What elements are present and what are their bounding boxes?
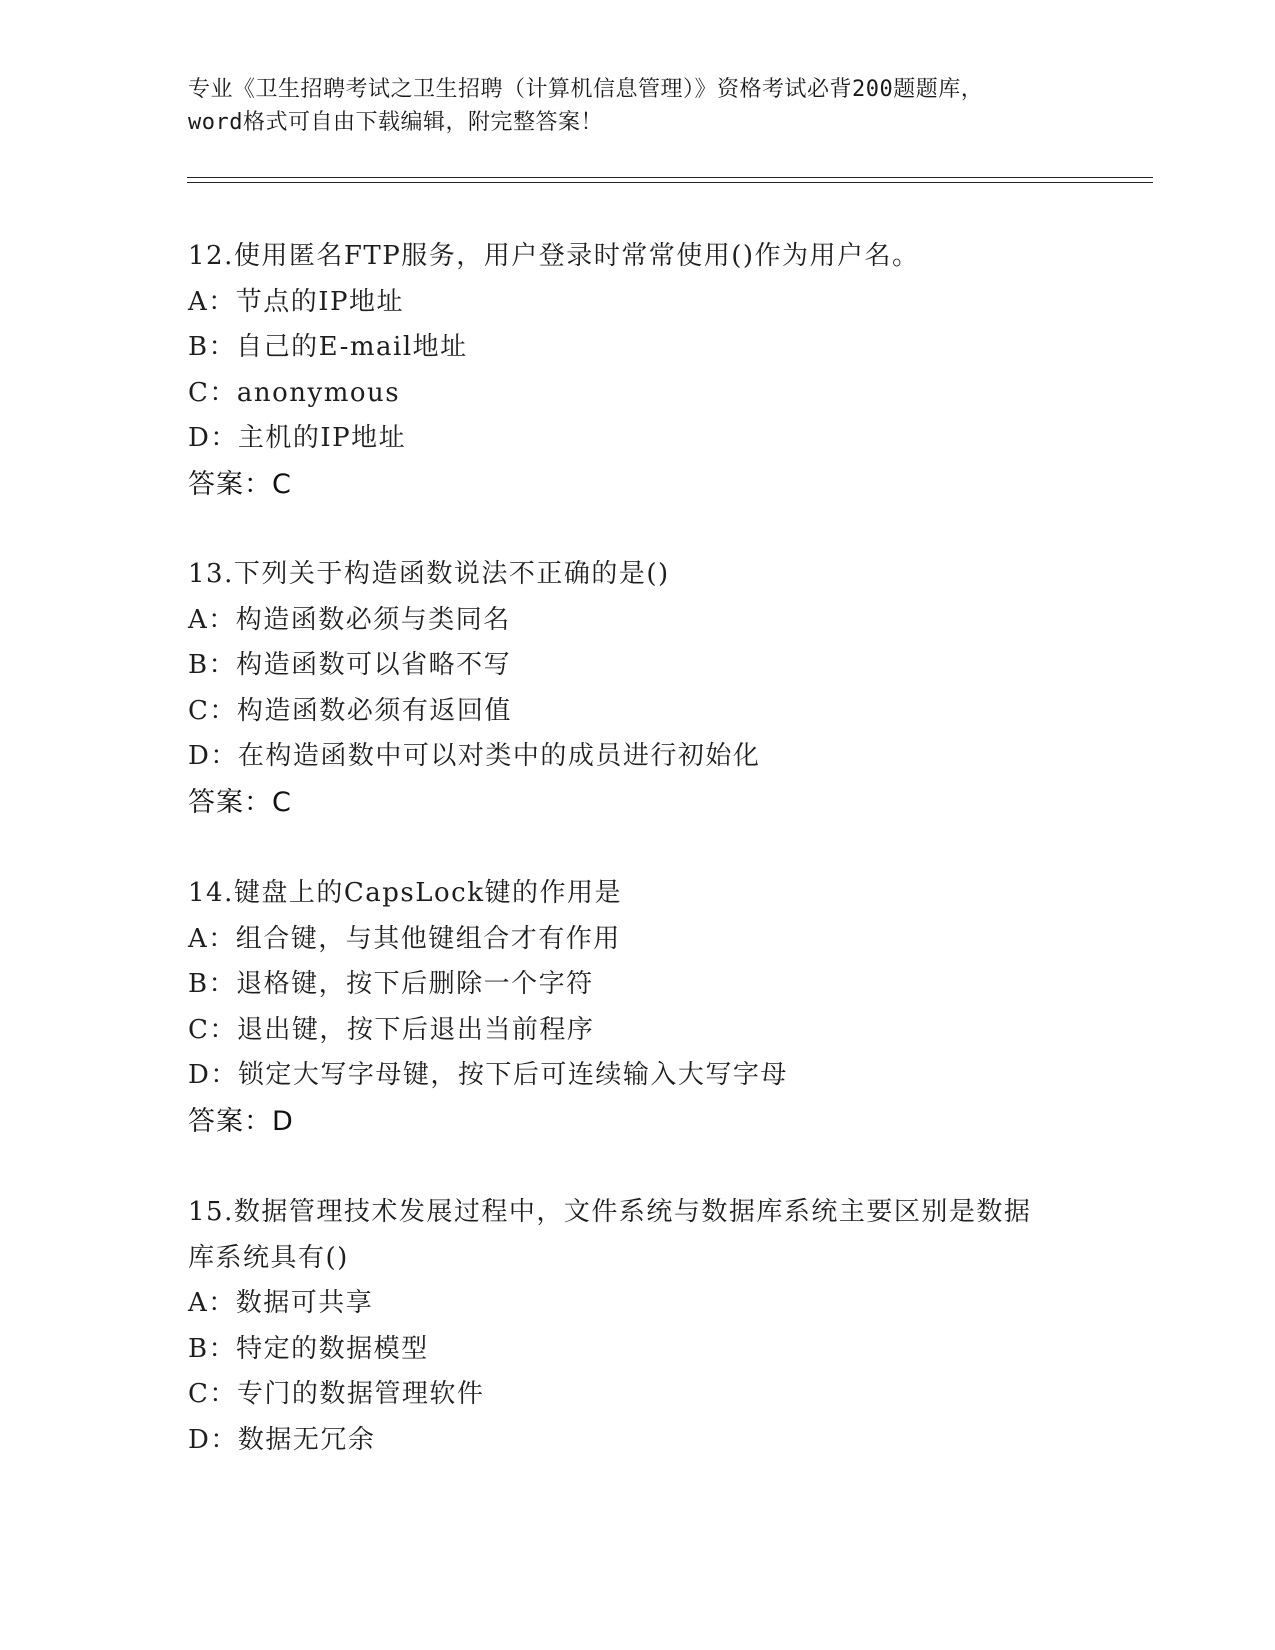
option-d: D：在构造函数中可以对类中的成员进行初始化 bbox=[188, 741, 761, 771]
header-divider-bottom bbox=[187, 182, 1153, 183]
option-c: C：anonymous bbox=[188, 377, 401, 408]
question-13 bbox=[188, 552, 1088, 825]
option-d: D：主机的IP地址 bbox=[188, 423, 407, 453]
header-title-line-2: word格式可自由下载编辑，附完整答案！ bbox=[188, 110, 603, 135]
option-b: B：自己的E-mail地址 bbox=[188, 332, 468, 362]
question-stem: 14.键盘上的CapsLock键的作用是 bbox=[188, 878, 622, 908]
option-c: C：专门的数据管理软件 bbox=[188, 1379, 485, 1409]
option-c: C：构造函数必须有返回值 bbox=[188, 695, 512, 726]
option-a: A：节点的IP地址 bbox=[188, 286, 405, 317]
document-header bbox=[188, 73, 1088, 139]
option-d: D：锁定大写字母键，按下后可连续输入大写字母 bbox=[188, 1060, 788, 1090]
question-12 bbox=[188, 234, 1088, 507]
answer-label: 答案：D bbox=[188, 1105, 294, 1137]
option-b: B：退格键，按下后删除一个字符 bbox=[188, 969, 594, 999]
answer-label: 答案：C bbox=[188, 468, 292, 500]
option-a: A：组合键，与其他键组合才有作用 bbox=[188, 923, 621, 954]
option-b: B：特定的数据模型 bbox=[188, 1333, 429, 1364]
question-stem: 13.下列关于构造函数说法不正确的是() bbox=[188, 559, 670, 589]
header-title-line-1: 专业《卫生招聘考试之卫生招聘（计算机信息管理）》资格考试必背200题题库， bbox=[188, 77, 984, 102]
option-d: D：数据无冗余 bbox=[188, 1424, 376, 1455]
question-stem-line-1: 15.数据管理技术发展过程中，文件系统与数据库系统主要区别是数据 bbox=[188, 1197, 1032, 1227]
question-14 bbox=[188, 871, 1088, 1144]
option-a: A：数据可共享 bbox=[188, 1288, 374, 1318]
question-15 bbox=[188, 1190, 1088, 1463]
question-stem: 12.使用匿名FTP服务，用户登录时常常使用()作为用户名。 bbox=[188, 241, 920, 271]
header-divider-top bbox=[187, 177, 1153, 178]
option-b: B：构造函数可以省略不写 bbox=[188, 650, 512, 680]
question-stem-line-2: 库系统具有() bbox=[188, 1242, 349, 1273]
option-a: A：构造函数必须与类同名 bbox=[188, 604, 511, 635]
option-c: C：退出键，按下后退出当前程序 bbox=[188, 1014, 595, 1045]
answer-label: 答案：C bbox=[188, 786, 292, 818]
